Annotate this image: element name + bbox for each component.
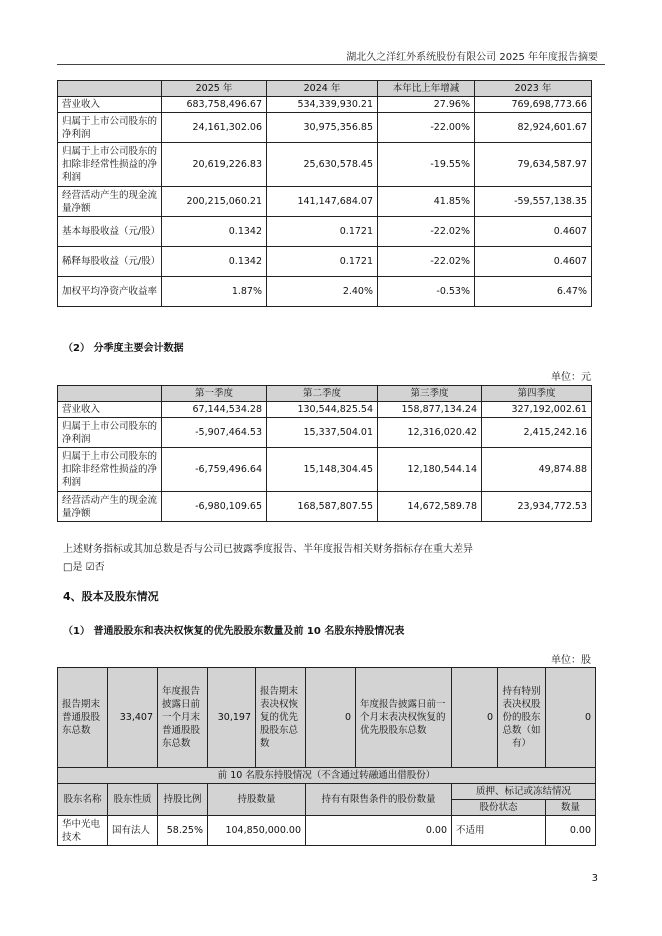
page-number: 3 [591,873,598,884]
column-header: 质押、标记或冻结情况 [452,784,596,800]
column-header: 本年比上年增减 [378,81,475,97]
table-cell: 534,339,930.21 [267,97,378,113]
summary-value: 30,197 [208,668,256,768]
column-header: 第三季度 [378,386,482,402]
table-header-row [58,81,592,97]
holding-ratio: 58.25% [158,816,208,846]
row-label: 营业收入 [58,97,162,113]
summary-value: 0 [306,668,356,768]
column-header: 第二季度 [267,386,378,402]
table-cell: 1.87% [162,277,267,307]
table-cell: 0.1721 [267,247,378,277]
report-header-title: 湖北久之洋红外系统股份有限公司 2025 年年度报告摘要 [346,52,598,63]
table-row [58,418,592,448]
table-cell: 0.4607 [475,217,592,247]
pledge-quantity: 0.00 [546,816,596,846]
table-cell: 2,415,242.16 [482,418,592,448]
row-label: 经营活动产生的现金流量净额 [58,187,162,217]
table-header-row [58,386,592,402]
pledge-status: 不适用 [452,816,546,846]
table-cell: -6,759,496.64 [162,448,267,492]
column-header: 数量 [546,800,596,816]
quarterly-data-heading: （2） 分季度主要会计数据 [63,343,184,354]
table-row [58,113,592,143]
table-cell: 0.1342 [162,247,267,277]
table-cell: -5,907,464.53 [162,418,267,448]
row-label: 经营活动产生的现金流量净额 [58,492,162,522]
table-cell: 168,587,807.55 [267,492,378,522]
shareholders-table [57,667,596,846]
table-cell: 200,215,060.21 [162,187,267,217]
table-header-row [58,784,596,800]
summary-label: 报告期末表决权恢复的优先股股东总数 [256,668,306,768]
table-cell: 79,634,587.97 [475,143,592,187]
column-header: 持股比例 [158,784,208,816]
table-row [58,816,596,846]
table-cell: 2.40% [267,277,378,307]
key-financials-table [57,80,592,307]
table-cell: 23,934,772.53 [482,492,592,522]
table-cell: 12,316,020.42 [378,418,482,448]
table-row [58,97,592,113]
row-label: 营业收入 [58,402,162,418]
table-row [58,187,592,217]
summary-value: 33,407 [108,668,158,768]
table-cell: 12,180,544.14 [378,448,482,492]
table-row [58,402,592,418]
row-label: 归属于上市公司股东的净利润 [58,418,162,448]
unit-label: 单位：股 [551,655,591,666]
table-row [58,277,592,307]
row-label: 归属于上市公司股东的净利润 [58,113,162,143]
table-cell: -22.02% [378,247,475,277]
column-header: 持有有限售条件的股份数量 [306,784,452,816]
table-cell: 82,924,601.67 [475,113,592,143]
summary-value: 0 [452,668,498,768]
table-cell: 20,619,226.83 [162,143,267,187]
summary-label: 年度报告披露日前一个月末普通股股东总数 [158,668,208,768]
table-row [58,217,592,247]
table-row [58,448,592,492]
restricted-quantity: 0.00 [306,816,452,846]
table-cell: 158,877,134.24 [378,402,482,418]
summary-label: 报告期末普通股股东总数 [58,668,108,768]
row-label: 归属于上市公司股东的扣除非经常性损益的净利润 [58,143,162,187]
table-cell: 0.1342 [162,217,267,247]
table-row [58,143,592,187]
table-cell: 30,975,356.85 [267,113,378,143]
shareholder-summary-row [58,668,596,768]
shareholders-heading: （1） 普通股股东和表决权恢复的优先股股东数量及前 10 名股东持股情况表 [63,626,405,637]
table-cell: 141,147,684.07 [267,187,378,217]
header-divider [57,64,605,65]
holding-quantity: 104,850,000.00 [208,816,306,846]
column-header: 第四季度 [482,386,592,402]
table-cell: 24,161,302.06 [162,113,267,143]
column-header: 2025 年 [162,81,267,97]
row-label: 归属于上市公司股东的扣除非经常性损益的净利润 [58,448,162,492]
table-cell: 130,544,825.54 [267,402,378,418]
table-cell: 27.96% [378,97,475,113]
section-title-row [58,768,596,784]
variance-options: □是 ☑否 [63,562,105,573]
table-row [58,492,592,522]
column-header: 持股数量 [208,784,306,816]
shareholder-nature: 国有法人 [108,816,158,846]
table-cell: -19.55% [378,143,475,187]
column-header [58,386,162,402]
row-label: 加权平均净资产收益率 [58,277,162,307]
table-cell: -59,557,138.35 [475,187,592,217]
table-cell: -6,980,109.65 [162,492,267,522]
quarterly-financials-table [57,385,592,522]
table-cell: 25,630,578.45 [267,143,378,187]
table-row [58,247,592,277]
column-header: 第一季度 [162,386,267,402]
table-cell: 15,148,304.45 [267,448,378,492]
table-cell: 49,874.88 [482,448,592,492]
table-cell: 41.85% [378,187,475,217]
column-header: 2024 年 [267,81,378,97]
summary-label: 年度报告披露日前一个月末表决权恢复的优先股股东总数 [356,668,452,768]
table-cell: 0.1721 [267,217,378,247]
column-header [58,81,162,97]
table-cell: 14,672,589.78 [378,492,482,522]
column-header: 股份状态 [452,800,546,816]
table-cell: 683,758,496.67 [162,97,267,113]
table-cell: -22.00% [378,113,475,143]
column-header: 股东性质 [108,784,158,816]
table-cell: -0.53% [378,277,475,307]
table-cell: 6.47% [475,277,592,307]
variance-note: 上述财务指标或其加总数是否与公司已披露季度报告、半年度报告相关财务指标存在重大差异 [63,544,473,555]
top10-title: 前 10 名股东持股情况（不含通过转融通出借股份） [58,768,596,784]
unit-label: 单位：元 [551,372,591,383]
table-cell: 769,698,773.66 [475,97,592,113]
section-heading: 4、股本及股东情况 [63,590,159,603]
table-cell: 15,337,504.01 [267,418,378,448]
shareholder-name: 华中光电技术 [58,816,108,846]
table-cell: 327,192,002.61 [482,402,592,418]
row-label: 稀释每股收益（元/股） [58,247,162,277]
summary-value: 0 [546,668,596,768]
table-cell: 0.4607 [475,247,592,277]
summary-label: 持有特别表决权股份的股东总数（如有） [498,668,546,768]
column-header: 股东名称 [58,784,108,816]
table-cell: -22.02% [378,217,475,247]
table-cell: 67,144,534.28 [162,402,267,418]
column-header: 2023 年 [475,81,592,97]
row-label: 基本每股收益（元/股） [58,217,162,247]
